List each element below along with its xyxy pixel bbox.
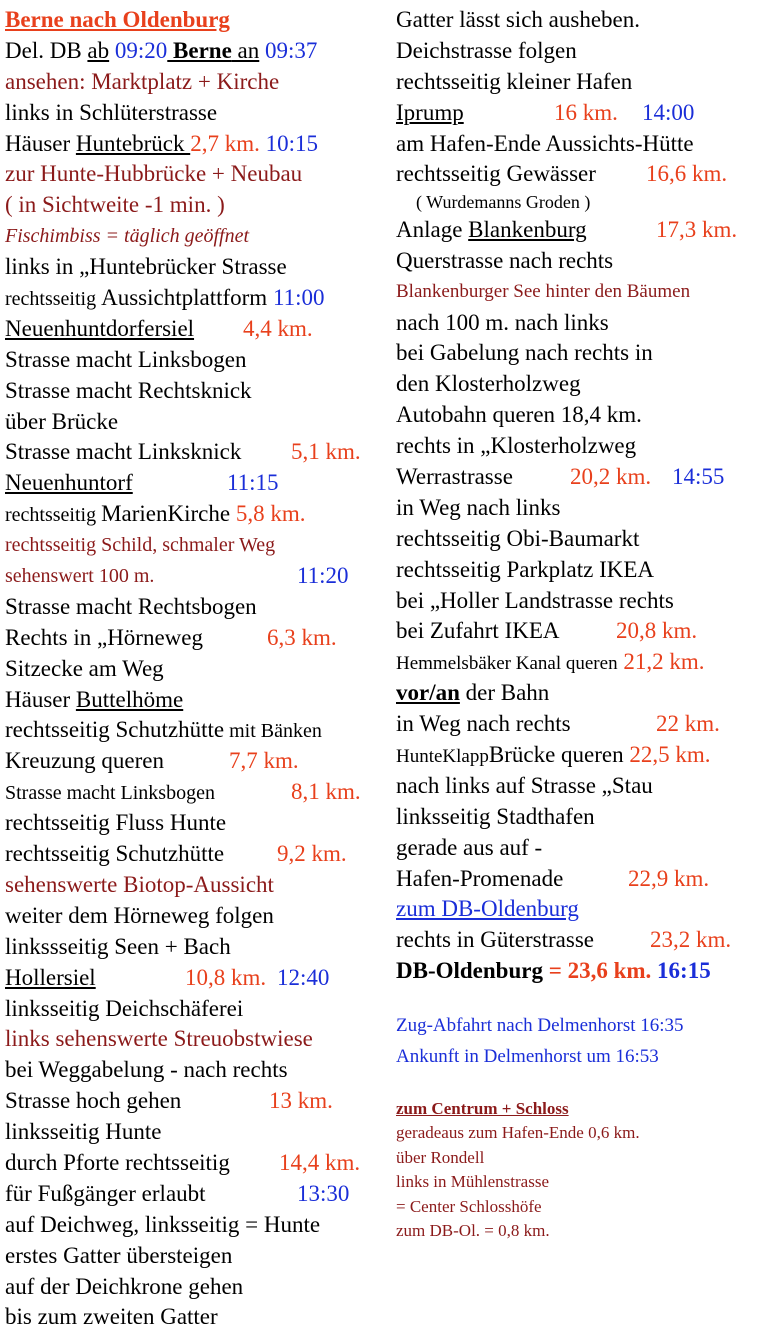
line-train-departure: Zug-Abfahrt nach Delmenhorst 16:35 bbox=[396, 1015, 684, 1037]
line-step: in Weg nach rechts 22 km. bbox=[396, 711, 720, 737]
line-step: auf Deichweg, linksseitig = Hunte bbox=[5, 1211, 321, 1237]
spacer bbox=[396, 987, 774, 1011]
line-step: Kreuzung queren 7,7 km. bbox=[5, 748, 299, 774]
line-step: links in „Huntebrücker Strasse bbox=[5, 254, 287, 280]
line-step: ( in Sichtweite -1 min. ) bbox=[5, 192, 225, 218]
line-arrival: DB-Oldenburg = 23,6 km. 16:15 bbox=[396, 958, 711, 984]
line-step: Häuser Huntebrück 2,7 km. 10:15 bbox=[5, 130, 318, 156]
line-step: linksseitig Stadthafen bbox=[396, 803, 595, 829]
line-step: den Klosterholzweg bbox=[396, 371, 581, 397]
line-step: erstes Gatter übersteigen bbox=[5, 1242, 233, 1268]
line-step: rechtsseitig Schutzhütte mit Bänken bbox=[5, 717, 322, 743]
line-step: nach 100 m. nach links bbox=[396, 309, 609, 335]
line-step: bei „Holler Landstrasse rechts bbox=[396, 587, 674, 613]
line-step: bis zum zweiten Gatter bbox=[5, 1304, 218, 1330]
line-step: Blankenburger See hinter den Bäumen bbox=[396, 280, 691, 302]
line-step: für Fußgänger erlaubt 13:30 bbox=[5, 1180, 350, 1206]
line-step: bei Zufahrt IKEA 20,8 km. bbox=[396, 618, 698, 644]
line-step: Strasse macht Linksbogen 8,1 km. bbox=[5, 779, 361, 805]
right-column bbox=[396, 5, 774, 1244]
line-step: rechtsseitig kleiner Hafen bbox=[396, 68, 633, 94]
line-step: links in Mühlenstrasse bbox=[396, 1172, 549, 1192]
line-step: am Hafen-Ende Aussichts-Hütte bbox=[396, 130, 694, 156]
line-step: geradeaus zum Hafen-Ende 0,6 km. bbox=[396, 1123, 640, 1143]
line-step: durch Pforte rechtsseitig 14,4 km. bbox=[5, 1149, 361, 1175]
line-step: rechtsseitig MarienKirche 5,8 km. bbox=[5, 501, 306, 527]
centrum-heading: zum Centrum + Schloss bbox=[396, 1098, 569, 1118]
line-step: weiter dem Hörneweg folgen bbox=[5, 902, 274, 928]
line-step: über Rondell bbox=[396, 1147, 485, 1167]
line-step: rechts in „Klosterholzweg bbox=[396, 433, 637, 459]
line-step: Querstrasse nach rechts bbox=[396, 247, 614, 273]
line-step: Anlage Blankenburg 17,3 km. bbox=[396, 216, 738, 242]
line-step: rechtsseitig Fluss Hunte bbox=[5, 810, 227, 836]
line-step: rechts in Güterstrasse 23,2 km. bbox=[396, 927, 732, 953]
line-step: links sehenswerte Streuobstwiese bbox=[5, 1026, 313, 1052]
line-step: ( Wurdemanns Groden ) bbox=[416, 192, 591, 213]
line-step: Werrastrasse 20,2 km. 14:55 bbox=[396, 463, 725, 489]
line-step: = Center Schlosshöfe bbox=[396, 1196, 542, 1216]
line-step: rechtsseitig Parkplatz IKEA bbox=[396, 556, 655, 582]
line-step: über Brücke bbox=[5, 408, 119, 434]
line-step: rechtsseitig Obi-Baumarkt bbox=[396, 525, 640, 551]
line-step: linkssseitig Seen + Bach bbox=[5, 933, 231, 959]
link-db-oldenburg[interactable]: zum DB-Oldenburg bbox=[396, 896, 579, 922]
line-step: linksseitig Hunte bbox=[5, 1119, 162, 1145]
line-step: Deichstrasse folgen bbox=[396, 37, 577, 63]
line-step: rechtsseitig Gewässer 16,6 km. bbox=[396, 161, 728, 187]
line-step: gerade aus auf - bbox=[396, 834, 543, 860]
line-step: zur Hunte-Hubbrücke + Neubau bbox=[5, 161, 303, 187]
left-column bbox=[5, 5, 390, 1333]
line-step: bei Weggabelung - nach rechts bbox=[5, 1057, 288, 1083]
line-step: Hafen-Promenade 22,9 km. bbox=[396, 865, 710, 891]
line-departure: Del. DB ab 09:20 Berne an 09:37 bbox=[5, 37, 318, 63]
line-step: Strasse macht Rechtsknick bbox=[5, 377, 252, 403]
route-title: Berne nach Oldenburg bbox=[5, 7, 230, 32]
line-step: Neuenhuntorf 11:15 bbox=[5, 470, 279, 496]
line-step: bei Gabelung nach rechts in bbox=[396, 340, 653, 366]
line-step: Gatter lässt sich ausheben. bbox=[396, 7, 640, 32]
line-step: Häuser Buttelhöme bbox=[5, 686, 184, 712]
line-step: sehenswerte Biotop-Aussicht bbox=[5, 871, 274, 897]
line-step: Hemmelsbäker Kanal queren 21,2 km. bbox=[396, 649, 705, 675]
line-step: rechtsseitig Schild, schmaler Weg bbox=[5, 534, 276, 557]
line-step: Strasse hoch gehen 13 km. bbox=[5, 1088, 333, 1114]
spacer bbox=[396, 1073, 774, 1097]
line-step: vor/an der Bahn bbox=[396, 680, 550, 706]
line-sightseeing: ansehen: Marktplatz + Kirche bbox=[5, 68, 280, 94]
line-step: HunteKlappBrücke queren 22,5 km. bbox=[396, 741, 711, 767]
line-note: Fischimbiss = täglich geöffnet bbox=[5, 225, 250, 248]
line-step: Strasse macht Rechtsbogen bbox=[5, 593, 257, 619]
line-step: Sitzecke am Weg bbox=[5, 655, 164, 681]
line-train-arrival: Ankunft in Delmenhorst um 16:53 bbox=[396, 1046, 659, 1067]
line-step: auf der Deichkrone gehen bbox=[5, 1273, 244, 1299]
line-step: sehenswert 100 m. 11:20 bbox=[5, 563, 349, 589]
line-step: Strasse macht Linksbogen bbox=[5, 346, 247, 372]
line-step: rechtsseitig Schutzhütte 9,2 km. bbox=[5, 841, 347, 867]
line-step: nach links auf Strasse „Stau bbox=[396, 772, 653, 798]
line-step: in Weg nach links bbox=[396, 494, 561, 520]
line-step: rechtsseitig Aussichtplattform 11:00 bbox=[5, 285, 325, 311]
line-step: Iprump 16 km. 14:00 bbox=[396, 99, 695, 125]
line-step: Rechts in „Hörneweg 6,3 km. bbox=[5, 624, 337, 650]
line-step: linksseitig Deichschäferei bbox=[5, 995, 244, 1021]
line-step: links in Schlüterstrasse bbox=[5, 99, 218, 125]
line-step: Autobahn queren 18,4 km. bbox=[396, 402, 642, 428]
line-step: Hollersiel 10,8 km. 12:40 bbox=[5, 964, 330, 990]
line-step: zum DB-Ol. = 0,8 km. bbox=[396, 1221, 550, 1241]
line-step: Neuenhuntdorfersiel 4,4 km. bbox=[5, 315, 313, 341]
line-step: Strasse macht Linksknick 5,1 km. bbox=[5, 439, 361, 465]
